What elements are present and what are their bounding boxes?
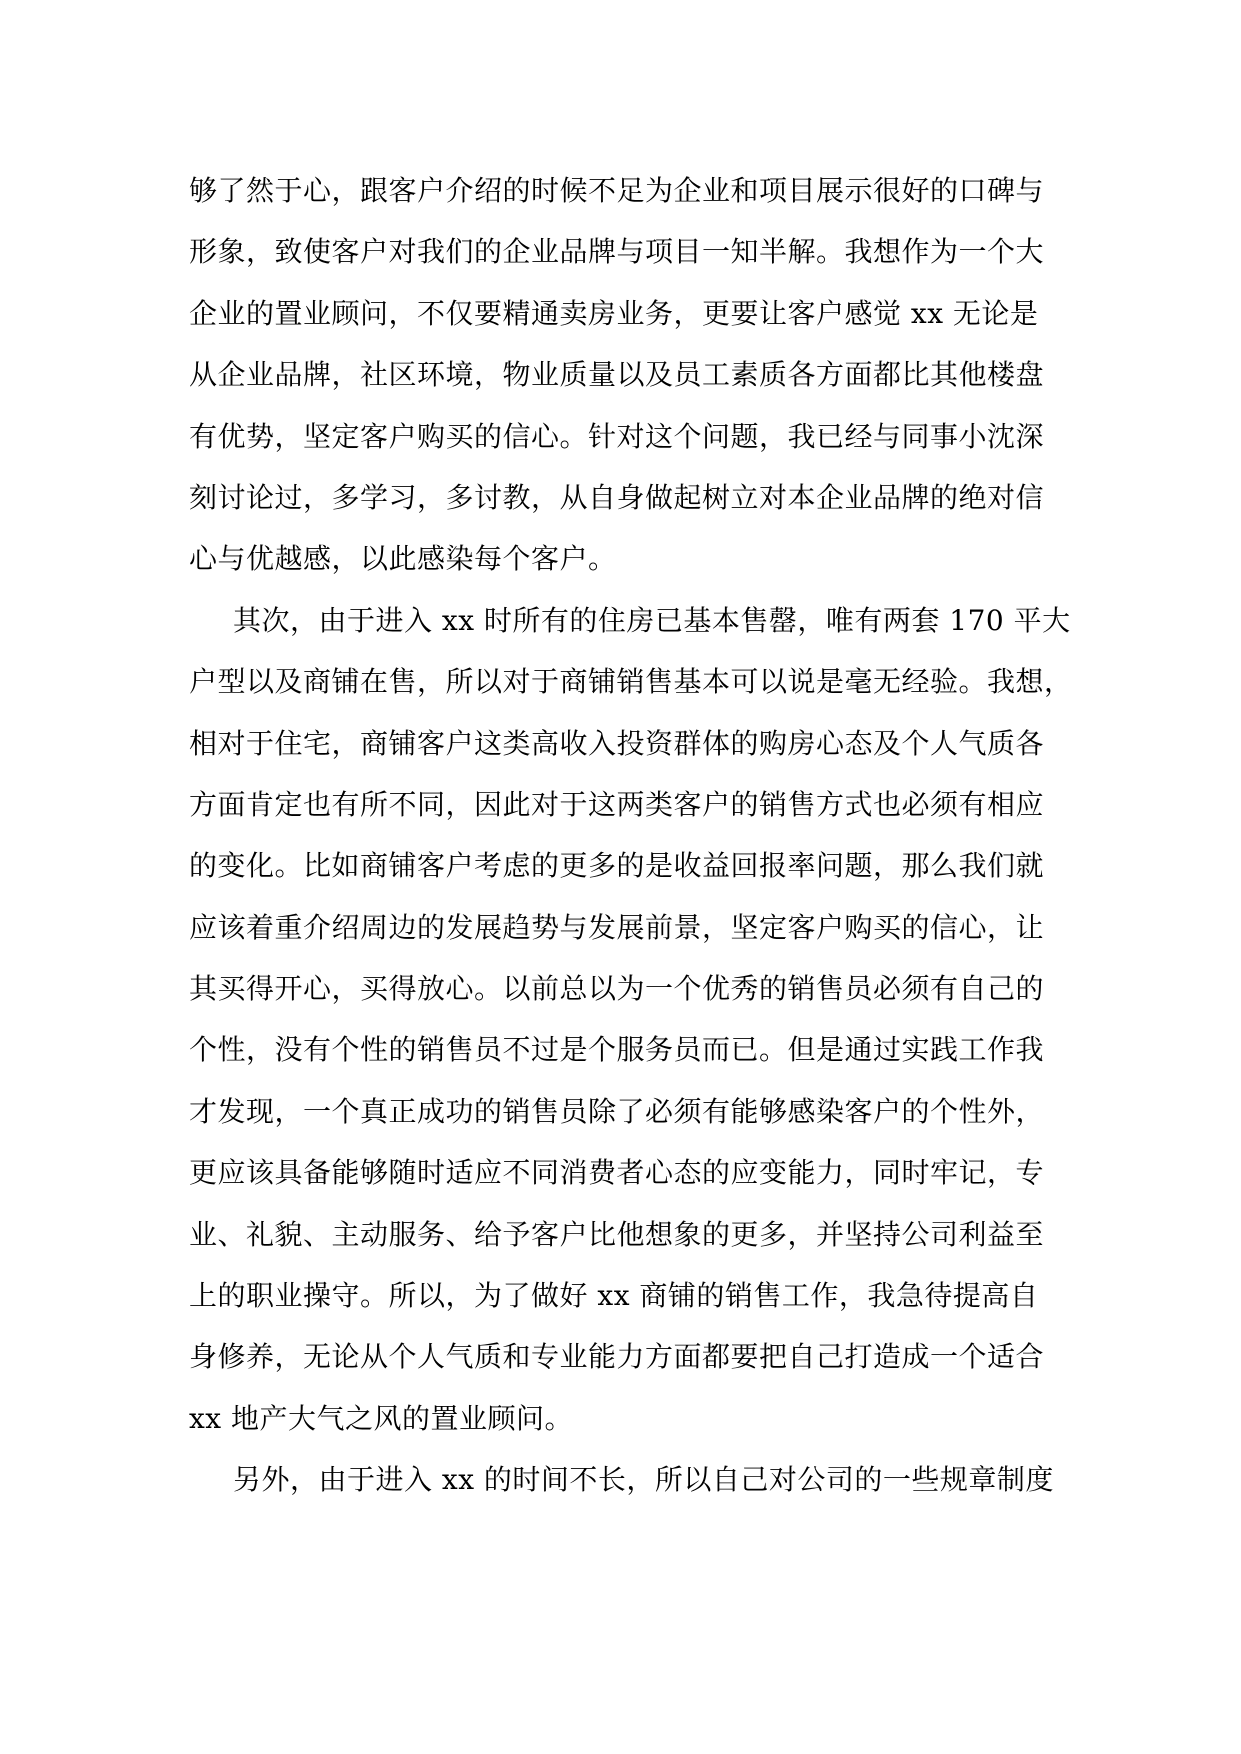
text-line: 心与优越感，以此感染每个客户。 [189,542,617,576]
text-line: 应该着重介绍周边的发展趋势与发展前景，坚定客户购买的信心，让 [189,910,1045,944]
text-line: 身修养，无论从个人气质和专业能力方面都要把自己打造成一个适合 [189,1340,1045,1374]
text-line: 上的职业操守。所以，为了做好 xx 商铺的销售工作，我急待提高自 [189,1279,1039,1313]
text-line: 相对于住宅，商铺客户这类高收入投资群体的购房心态及个人气质各 [189,726,1045,760]
text-line: 个性，没有个性的销售员不过是个服务员而已。但是通过实践工作我 [189,1033,1045,1067]
body-text [189,160,1073,1511]
text-line: 才发现，一个真正成功的销售员除了必须有能够感染客户的个性外， [189,1094,1045,1128]
paragraph-start-line: 另外，由于进入 xx 的时间不长，所以自己对公司的一些规章制度 [233,1463,1054,1497]
text-line: 刻讨论过，多学习，多讨教，从自身做起树立对本企业品牌的绝对信 [189,480,1045,514]
paragraph-start-line: 其次，由于进入 xx 时所有的住房已基本售罄，唯有两套 170 平大 [233,603,1071,637]
text-line: 从企业品牌，社区环境，物业质量以及员工素质各方面都比其他楼盘 [189,358,1045,392]
text-line: 有优势，坚定客户购买的信心。针对这个问题，我已经与同事小沈深 [189,419,1045,453]
text-line: 更应该具备能够随时适应不同消费者心态的应变能力，同时牢记，专 [189,1156,1045,1190]
text-line: 形象，致使客户对我们的企业品牌与项目一知半解。我想作为一个大 [189,235,1045,269]
text-line: 其买得开心，买得放心。以前总以为一个优秀的销售员必须有自己的 [189,972,1045,1006]
text-line: 方面肯定也有所不同，因此对于这两类客户的销售方式也必须有相应 [189,787,1045,821]
text-line: 业、礼貌、主动服务、给予客户比他想象的更多，并坚持公司利益至 [189,1217,1045,1251]
text-line: 够了然于心，跟客户介绍的时候不足为企业和项目展示很好的口碑与 [189,174,1045,207]
text-line: 企业的置业顾问，不仅要精通卖房业务，更要让客户感觉 xx 无论是 [189,296,1039,330]
text-line: 的变化。比如商铺客户考虑的更多的是收益回报率问题，那么我们就 [189,849,1045,883]
text-line: 户型以及商铺在售，所以对于商铺销售基本可以说是毫无经验。我想， [189,665,1073,699]
text-line: xx 地产大气之风的置业顾问。 [189,1401,573,1435]
